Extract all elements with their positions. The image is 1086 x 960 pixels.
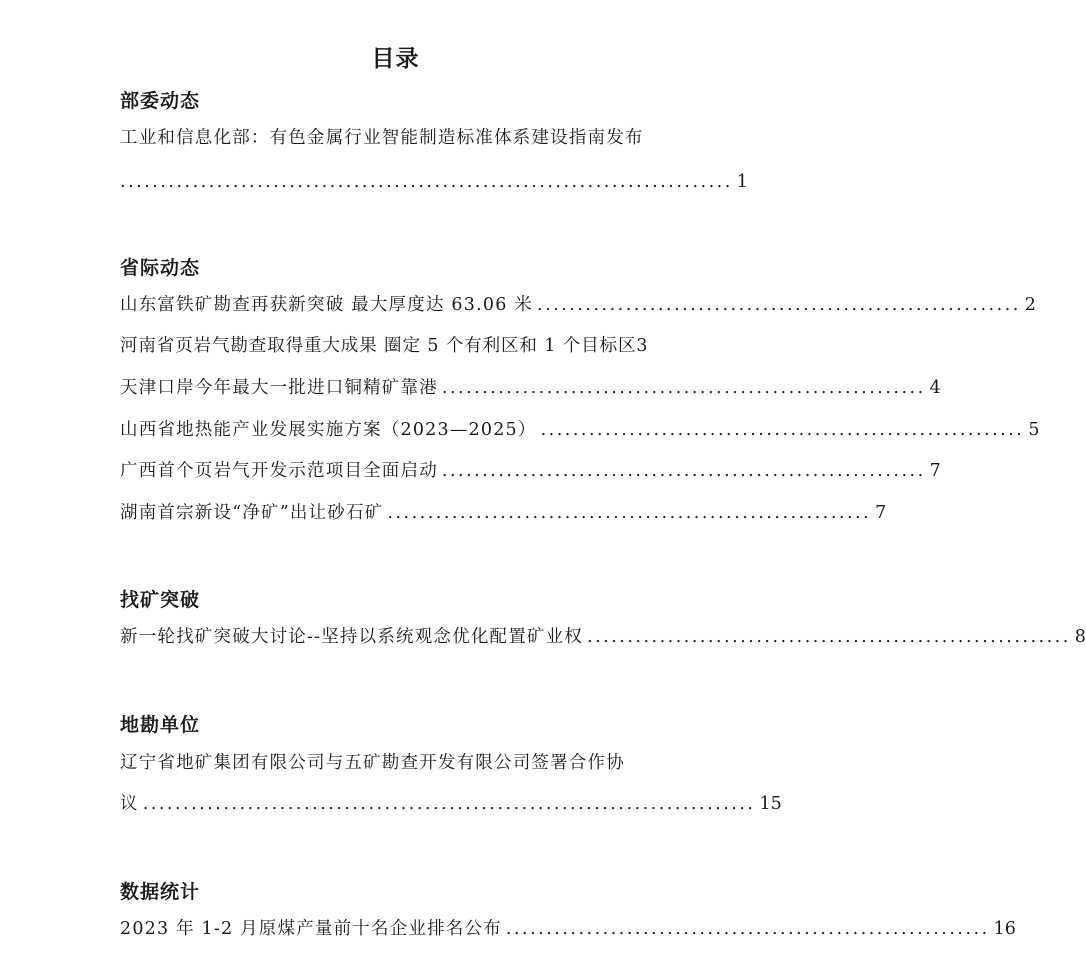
toc-page-number: 7 [929,461,941,481]
toc-entry[interactable] [120,917,1016,941]
toc-page-number: 7 [875,503,887,523]
toc-entry-text: 广西首个页岩气开发示范项目全面启动 [120,461,438,481]
section-heading-prospecting: 找矿突破 [120,589,201,611]
dot-leader: ............................................................ [540,420,1025,440]
toc-page-number: 5 [1028,420,1040,440]
toc-entry[interactable] [120,501,887,525]
toc-entry-line[interactable] [120,751,673,775]
toc-entry-text: 新一轮找矿突破大讨论--坚持以系统观念优化配置矿业权 [120,627,584,647]
toc-page-number: 2 [1024,295,1036,315]
dot-leader: ............................................................ [441,378,926,398]
toc-entry-text: 2023 年 1-2 月原煤产量前十名企业排名公布 [120,919,502,939]
toc-entry-leader-line[interactable] [120,792,782,816]
toc-entry-text: 山东富铁矿勘查再获新突破 最大厚度达 63.06 米 [120,295,533,315]
toc-entry[interactable] [120,334,673,358]
section-heading-provincial: 省际动态 [120,257,201,279]
toc-entry-text: 湖南首宗新设“净矿”出让砂石矿 [120,503,384,523]
toc-entry-text-cont: 议 [120,794,139,814]
toc-entry-text: 辽宁省地矿集团有限公司与五矿勘查开发有限公司签署合作协 [120,753,625,773]
dot-leader: ............................................................................ [120,172,733,192]
dot-leader: ............................................................ [587,627,1071,647]
toc-entry[interactable] [120,418,1040,442]
toc-page-number: 16 [993,919,1016,939]
toc-entry-text: 山西省地热能产业发展实施方案（2023—2025） [120,420,537,440]
toc-entry-text: 工业和信息化部：有色金属行业智能制造标准体系建设指南发布 [120,128,644,148]
dot-leader: ............................................................ [505,919,990,939]
toc-entry-text: 天津口岸今年最大一批进口铜精矿靠港 [120,378,438,398]
dot-leader: ............................................................ [537,295,1021,315]
section-heading-ministry: 部委动态 [120,90,201,112]
toc-page-number: 8 [1074,627,1086,647]
toc-page-number: 15 [759,794,782,814]
section-heading-survey-units: 地勘单位 [120,714,201,736]
toc-page-number: 4 [929,378,941,398]
dot-leader: ............................................................ [441,461,926,481]
toc-entry[interactable] [120,293,1036,317]
toc-title: 目录 [371,46,420,72]
toc-entry[interactable] [120,459,941,483]
toc-entry[interactable] [120,625,1086,649]
toc-entry-leader-line[interactable] [120,170,748,194]
dot-leader: ............................................................ [387,503,872,523]
section-heading-statistics: 数据统计 [120,881,201,903]
dot-leader: ............................................................................ [142,794,756,814]
toc-entry-text: 河南省页岩气勘查取得重大成果 圈定 5 个有利区和 1 个目标区 [120,336,637,356]
toc-entry[interactable] [120,376,941,400]
toc-entry-line[interactable] [120,126,673,150]
toc-page-number: 3 [636,336,648,356]
toc-page-number: 1 [736,172,748,192]
